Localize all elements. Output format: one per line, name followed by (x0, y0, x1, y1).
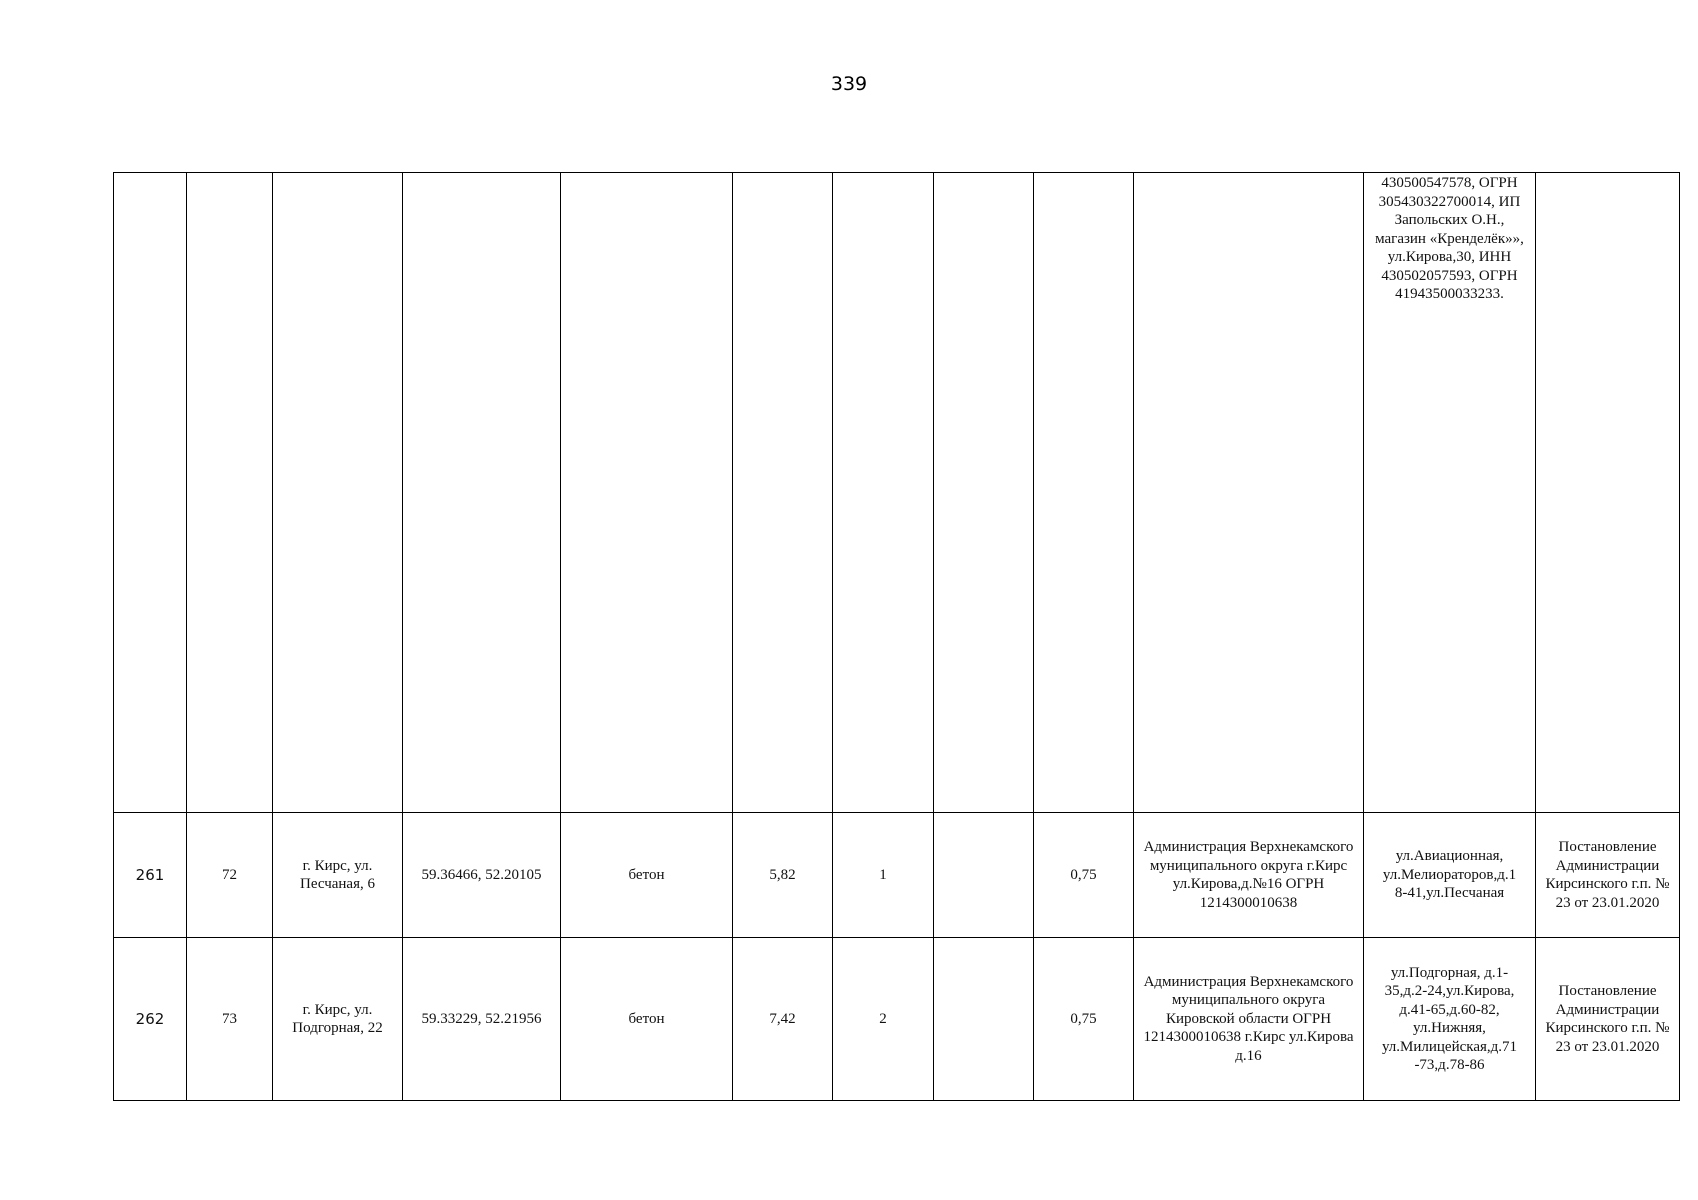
decree-cell: Постановление Администрации Кирсинского г.п. № 23 от 23.01.2020 (1536, 813, 1680, 938)
empty-cell (934, 813, 1034, 938)
decree-cell: Постановление Администрации Кирсинского г.п. № 23 от 23.01.2020 (1536, 938, 1680, 1101)
volume-cell: 0,75 (1034, 813, 1134, 938)
sources-cell: ул.Авиационная, ул.Мелиораторов,д.1 8-41,ул.Песчаная (1364, 813, 1536, 938)
containers-cell: 1 (833, 813, 934, 938)
owner-cell: Администрация Верхнекамского муниципального округа г.Кирс ул.Кирова,д.№16 ОГРН 1214300010638 (1134, 813, 1364, 938)
empty-cell (934, 938, 1034, 1101)
owner-cell: Администрация Верхнекамского муниципального округа Кировской области ОГРН 1214300010638 г.Кирс ул.Кирова д.16 (1134, 938, 1364, 1101)
table-cell (1536, 173, 1680, 813)
table-cell (561, 173, 733, 813)
waste-sites-table (113, 172, 1680, 1101)
coordinates-cell: 59.36466, 52.20105 (403, 813, 561, 938)
page-number: 339 (830, 73, 868, 95)
table-cell (403, 173, 561, 813)
table-row-continuation (114, 173, 1680, 813)
area-cell: 5,82 (733, 813, 833, 938)
address-cell: г. Кирс, ул. Подгорная, 22 (273, 938, 403, 1101)
sub-number: 73 (187, 938, 273, 1101)
table-cell (114, 173, 187, 813)
table-cell (833, 173, 934, 813)
surface-cell: бетон (561, 813, 733, 938)
table-cell (733, 173, 833, 813)
table-cell (187, 173, 273, 813)
table-cell (273, 173, 403, 813)
table-row (114, 813, 1680, 938)
row-number: 261 (114, 813, 187, 938)
sub-number: 72 (187, 813, 273, 938)
coordinates-cell: 59.33229, 52.21956 (403, 938, 561, 1101)
table-cell (1034, 173, 1134, 813)
address-cell: г. Кирс, ул. Песчаная, 6 (273, 813, 403, 938)
sources-cell: ул.Подгорная, д.1- 35,д.2-24,ул.Кирова, д.41-65,д.60-82, ул.Нижняя, ул.Милицейская,д.71 -73,д.78-86 (1364, 938, 1536, 1101)
table-row (114, 938, 1680, 1101)
area-cell: 7,42 (733, 938, 833, 1101)
sources-cell-continued: 430500547578, ОГРН 305430322700014, ИП Запольских О.Н., магазин «Кренделёк»», ул.Кирова,30, ИНН 430502057593, ОГРН 41943500033233. (1364, 173, 1536, 813)
table-cell (934, 173, 1034, 813)
surface-cell: бетон (561, 938, 733, 1101)
volume-cell: 0,75 (1034, 938, 1134, 1101)
containers-cell: 2 (833, 938, 934, 1101)
row-number: 262 (114, 938, 187, 1101)
table-cell (1134, 173, 1364, 813)
